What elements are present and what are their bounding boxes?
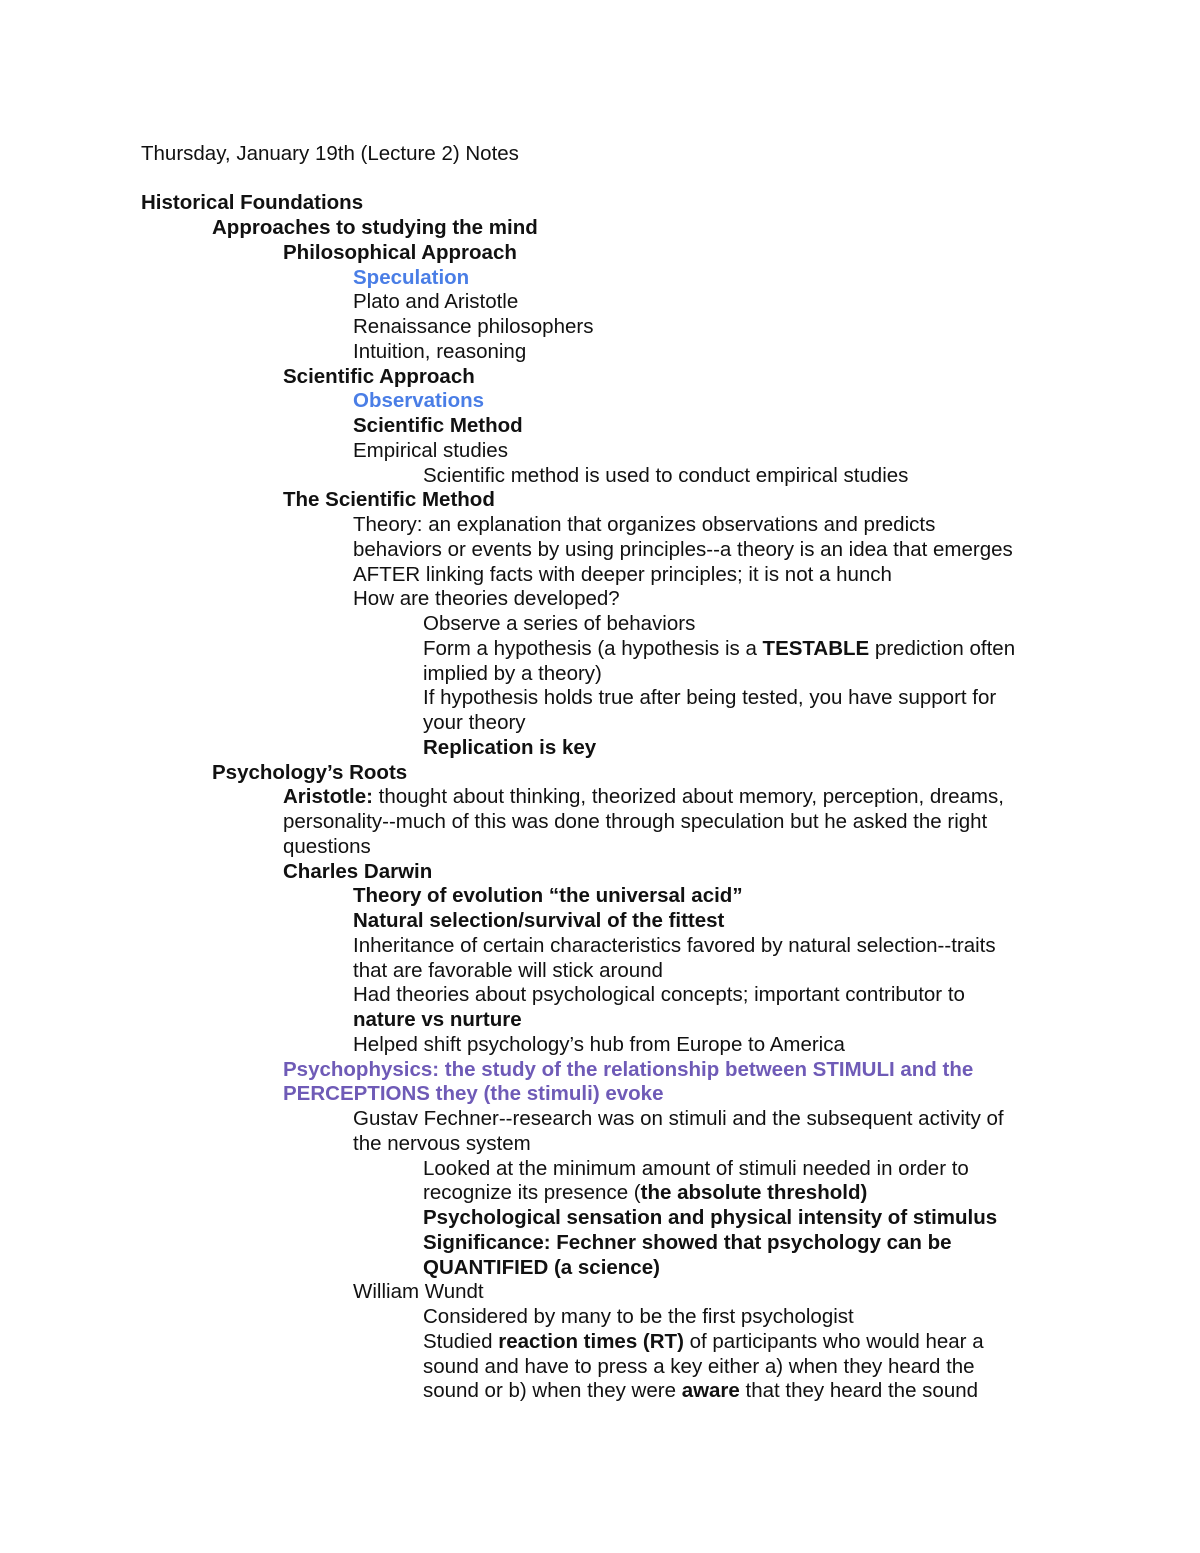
outline-text: [353, 959, 663, 984]
text-run: Natural selection/survival of the fittest: [353, 909, 725, 932]
text-run: that they heard the sound: [739, 1379, 979, 1403]
text-run: Observations: [353, 389, 485, 413]
outline-text: [353, 340, 526, 365]
text-run: AFTER linking facts with deeper principles; it is not a hunch: [353, 562, 892, 586]
text-run: your theory: [423, 711, 526, 734]
outline-text: [212, 216, 538, 241]
text-run: Theory: an explanation that organizes observations and predicts: [353, 513, 936, 536]
outline-text: [283, 835, 371, 860]
text-run: The Scientific Method: [283, 488, 495, 512]
outline-text: [353, 884, 743, 909]
text-run: Philosophical Approach: [283, 240, 517, 264]
text-run: Had theories about psychological concepts; important contributor to: [353, 983, 965, 1007]
outline-text: [423, 1181, 867, 1206]
outline-text: [423, 662, 602, 687]
text-run: Gustav Fechner--research was on stimuli and the subsequent activity of: [353, 1107, 1004, 1130]
text-run: Speculation: [353, 265, 470, 289]
text-run: the nervous system: [353, 1131, 531, 1155]
outline-text: [423, 1379, 978, 1404]
text-run: Considered by many to be the first psychologist: [423, 1305, 854, 1328]
outline-text: [353, 513, 935, 538]
outline-text: [353, 587, 620, 612]
text-run: Psychophysics: the study of the relationship between STIMULI and the: [283, 1057, 974, 1081]
outline-text: [353, 439, 508, 464]
text-run: implied by a theory): [423, 661, 602, 685]
outline-text: [353, 290, 518, 315]
text-run: Helped shift psychology’s hub from Europe to America: [353, 1032, 845, 1056]
outline-text: [212, 761, 407, 786]
outline-text: [283, 365, 475, 390]
outline-text: [353, 266, 469, 291]
outline-text: [423, 637, 1015, 662]
outline-text: [353, 315, 593, 340]
text-run: Charles Darwin: [283, 859, 433, 883]
outline-text: [353, 414, 523, 439]
outline-text: [353, 563, 892, 588]
text-run: the absolute threshold): [640, 1181, 868, 1205]
outline-text: [283, 1082, 663, 1107]
text-run: thought about thinking, theorized about memory, perception, dreams,: [372, 785, 1004, 809]
text-run: sound or b) when they were: [423, 1379, 682, 1403]
text-run: How are theories developed?: [353, 587, 620, 611]
outline-text: [283, 488, 495, 513]
outline-text: [423, 1256, 660, 1281]
outline-text: [423, 711, 526, 736]
text-run: of participants who would hear a: [683, 1329, 984, 1353]
text-run: PERCEPTIONS they (the stimuli) evoke: [283, 1082, 664, 1106]
text-run: Plato and Aristotle: [353, 290, 519, 314]
text-run: Looked at the minimum amount of stimuli needed in order to: [423, 1156, 969, 1180]
text-run: QUANTIFIED (a science): [423, 1255, 660, 1279]
text-run: Replication is key: [423, 735, 597, 759]
text-run: personality--much of this was done through speculation but he asked the right: [283, 810, 988, 833]
text-run: recognize its presence (: [423, 1181, 641, 1205]
outline-text: [353, 909, 724, 934]
outline-text: [423, 686, 996, 711]
outline-text: [353, 934, 996, 959]
outline-text: [283, 810, 987, 835]
outline-text: [423, 1305, 854, 1330]
outline-text: [283, 860, 432, 885]
text-run: Theory of evolution “the universal acid”: [353, 884, 743, 908]
text-run: sound and have to press a key either a) when they heard the: [423, 1354, 975, 1378]
outline-text: [423, 1330, 984, 1355]
text-run: Aristotle:: [283, 785, 373, 809]
text-run: reaction times (RT): [498, 1329, 684, 1353]
text-run: Inheritance of certain characteristics favored by natural selection--traits: [353, 933, 996, 957]
text-run: Psychological sensation and physical intensity of stimulus: [423, 1206, 998, 1229]
text-run: Intuition, reasoning: [353, 339, 527, 363]
text-run: questions: [283, 834, 371, 858]
outline-text: [353, 983, 965, 1008]
outline-text: [423, 1355, 975, 1380]
text-run: behaviors or events by using principles--a theory is an idea that emerges: [353, 537, 1013, 561]
text-run: Scientific method is used to conduct empirical studies: [423, 463, 909, 487]
outline-text: [423, 612, 695, 637]
outline-text: [283, 785, 1004, 810]
outline-text: [353, 1008, 522, 1033]
text-run: aware: [681, 1379, 740, 1403]
text-run: If hypothesis holds true after being tested, you have support for: [423, 686, 997, 710]
text-run: Scientific Approach: [283, 364, 475, 388]
text-run: nature vs nurture: [353, 1008, 522, 1031]
outline-text: [353, 1132, 531, 1157]
text-run: Scientific Method: [353, 414, 523, 437]
text-run: that are favorable will stick around: [353, 958, 663, 982]
outline-text: [353, 538, 1013, 563]
outline-text: [423, 1206, 997, 1231]
outline-text: [423, 1157, 969, 1182]
outline-text: [423, 464, 908, 489]
section-heading: Historical Foundations: [141, 191, 364, 214]
document-title: Thursday, January 19th (Lecture 2) Notes: [141, 142, 519, 165]
text-run: Psychology’s Roots: [212, 760, 408, 784]
text-run: Approaches to studying the mind: [212, 216, 538, 239]
text-run: Renaissance philosophers: [353, 315, 594, 338]
text-run: Empirical studies: [353, 438, 508, 462]
outline-text: [353, 1107, 1004, 1132]
outline-text: [423, 736, 596, 761]
outline-text: [423, 1231, 952, 1256]
outline-text: [283, 1058, 973, 1083]
outline-text: [353, 1033, 845, 1058]
outline-text: [353, 1280, 484, 1305]
text-run: Studied: [423, 1329, 499, 1353]
text-run: Observe a series of behaviors: [423, 612, 696, 635]
text-run: Significance: Fechner showed that psychology can be: [423, 1230, 952, 1254]
text-run: prediction often: [869, 636, 1016, 660]
text-run: TESTABLE: [762, 636, 870, 660]
text-run: Form a hypothesis (a hypothesis is a: [423, 636, 763, 660]
outline-text: [283, 241, 517, 266]
text-run: William Wundt: [353, 1280, 484, 1304]
outline-text: [353, 389, 484, 414]
